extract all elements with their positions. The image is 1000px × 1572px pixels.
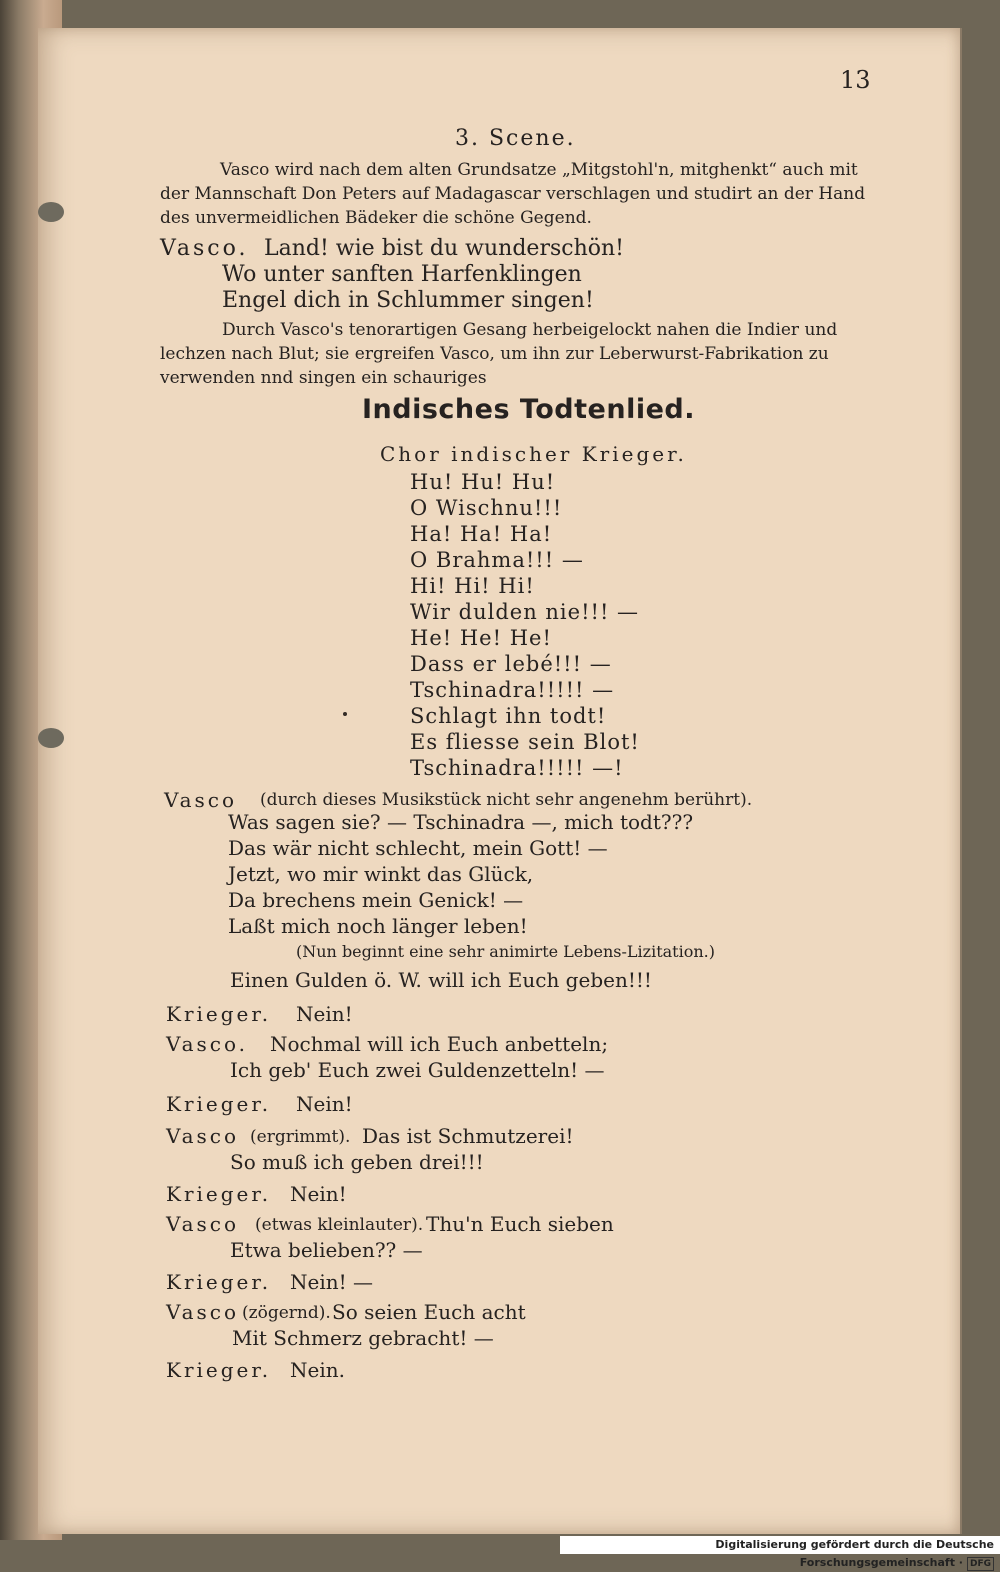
dialogue-line: Nein! — [290, 1182, 347, 1206]
chorus-line: O Brahma!!! — — [410, 548, 584, 572]
chorus-line: Schlagt ihn todt! — [410, 704, 607, 728]
binding-hole — [38, 202, 64, 222]
verse-line: Land! wie bist du wunderschön! — [264, 236, 625, 261]
stage-direction-line: verwenden nnd singen ein schauriges — [160, 368, 487, 388]
verse-line: Jetzt, wo mir winkt das Glück, — [228, 862, 534, 886]
speaker-name: Vasco — [166, 1212, 240, 1236]
stage-direction-line: Durch Vasco's tenorartigen Gesang herbeigelockt nahen die Indier und — [222, 320, 838, 340]
stage-direction-line: lechzen nach Blut; sie ergreifen Vasco, um ihn zur Leberwurst-Fabrikation zu — [160, 344, 829, 364]
footer-text: Digitalisierung gefördert durch die Deutsche Forschungsgemeinschaft · — [715, 1538, 994, 1569]
verse-line: Engel dich in Schlummer singen! — [222, 288, 594, 313]
dialogue-line: So seien Euch acht — [332, 1300, 526, 1324]
speaker-name: Krieger. — [166, 1002, 272, 1026]
verse-line: Das wär nicht schlecht, mein Gott! — — [228, 836, 608, 860]
speaker-name: Krieger. — [166, 1270, 272, 1294]
dialogue-line: Nein! — — [290, 1270, 374, 1294]
funding-footer — [560, 1536, 1000, 1569]
speaker-name: Krieger. — [166, 1358, 272, 1382]
scene-title: 3. Scene. — [455, 126, 576, 151]
intro-line: der Mannschaft Don Peters auf Madagascar verschlagen und studirt an der Hand — [160, 184, 866, 204]
chorus-line: Ha! Ha! Ha! — [410, 522, 553, 546]
chorus-line: Tschinadra!!!!! —! — [410, 756, 624, 780]
chorus-line: Wir dulden nie!!! — — [410, 600, 640, 624]
chorus-line: O Wischnu!!! — [410, 496, 563, 520]
chorus-line: Hi! Hi! Hi! — [410, 574, 535, 598]
chorus-line: Hu! Hu! Hu! — [410, 470, 556, 494]
page-number: 13 — [840, 66, 871, 94]
chorus-line: Es fliesse sein Blot! — [410, 730, 640, 754]
chorus-line: Dass er lebé!!! — — [410, 652, 612, 676]
speaker-name: Vasco — [166, 1124, 240, 1148]
song-title: Indisches Todtenlied. — [362, 394, 695, 425]
stage-direction: (ergrimmt). — [250, 1127, 351, 1147]
stage-direction: (Nun beginnt eine sehr animirte Lebens-Lizitation.) — [296, 942, 715, 961]
dialogue-line: Mit Schmerz gebracht! — — [232, 1326, 494, 1350]
verse-line: Da brechens mein Genick! — — [228, 888, 524, 912]
dialogue-line: Ich geb' Euch zwei Guldenzetteln! — — [230, 1058, 605, 1082]
verse-line: Laßt mich noch länger leben! — [228, 914, 528, 938]
speaker-name: Krieger. — [166, 1092, 272, 1116]
dialogue-line: Nein! — [296, 1092, 353, 1116]
stage-direction: (durch dieses Musikstück nicht sehr angenehm berührt). — [260, 790, 753, 810]
speaker-name: Vasco. — [160, 236, 249, 261]
speaker-name: Vasco — [164, 788, 238, 812]
dialogue-line: Thu'n Euch sieben — [426, 1212, 614, 1236]
dialogue-line: Nein! — [296, 1002, 353, 1026]
dialogue-line: Etwa belieben?? — — [230, 1238, 423, 1262]
verse-line: Wo unter sanften Harfenklingen — [222, 262, 582, 287]
stage-direction: (etwas kleinlauter). — [255, 1215, 424, 1235]
intro-line: des unvermeidlichen Bädeker die schöne Gegend. — [160, 208, 592, 228]
dialogue-line: Nochmal will ich Euch anbetteln; — [270, 1032, 609, 1056]
verse-line: Einen Gulden ö. W. will ich Euch geben!!! — [230, 968, 652, 992]
speaker-name: Vasco. — [166, 1032, 249, 1056]
dialogue-line: Nein. — [290, 1358, 345, 1382]
ink-dot — [343, 712, 347, 716]
chorus-line: Tschinadra!!!!! — — [410, 678, 615, 702]
dfg-logo-icon: DFG — [967, 1557, 994, 1571]
speaker-name: Krieger. — [166, 1182, 272, 1206]
chorus-heading: Chor indischer Krieger. — [380, 442, 687, 466]
dialogue-line: So muß ich geben drei!!! — [230, 1150, 484, 1174]
stage-direction: (zögernd). — [242, 1303, 331, 1323]
binding-hole — [38, 728, 64, 748]
intro-line: Vasco wird nach dem alten Grundsatze „Mitgstohl'n, mitghenkt“ auch mit — [220, 160, 858, 180]
verse-line: Was sagen sie? — Tschinadra —, mich todt??? — [228, 810, 694, 834]
dialogue-line: Das ist Schmutzerei! — [362, 1124, 574, 1148]
speaker-name: Vasco — [166, 1300, 240, 1324]
chorus-line: He! He! He! — [410, 626, 552, 650]
